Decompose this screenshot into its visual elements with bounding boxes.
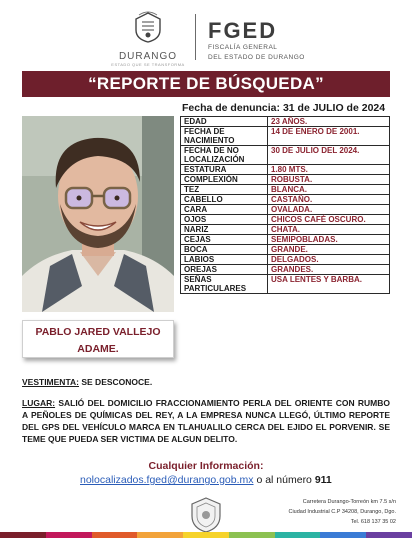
footer-stripe	[0, 532, 46, 538]
address-line2: Ciudad Industrial C.P 34208, Durango, Dgo.	[288, 509, 396, 515]
info-contact	[80, 474, 332, 486]
denuncia-date	[182, 102, 385, 114]
footer-stripe	[275, 532, 321, 538]
address-line1: Carretera Durango-Torreón km 7.5 s/n	[302, 499, 396, 505]
header	[0, 0, 412, 70]
durango-word: DURANGO	[118, 51, 178, 62]
field-row	[181, 225, 390, 235]
field-label: ESTATURA	[181, 165, 268, 175]
field-value: 23 AÑOS.	[268, 117, 390, 127]
field-row	[181, 235, 390, 245]
durango-logo	[108, 10, 188, 66]
field-value: USA LENTES Y BARBA.	[268, 275, 390, 294]
lugar-value: SALIÓ DEL DOMICILIO FRACCIONAMIENTO PERLA DEL ORIENTE CON RUMBO A PEÑOLES DE QUÍMICAS DEL REY, A LA EMPRESA NUNCA LLEGÓ, ÚLTIMO REPORTE DEL GPS DEL VEHÍCULO MARCA EN TLAHUALILO CERCA DEL EJIDO EL PORVENIR. SE TEME QUE PUEDA SER VICTIMA DE ALGUN DELITO.	[22, 398, 390, 444]
durango-emblem-icon	[131, 10, 165, 44]
person-name-box	[22, 320, 174, 358]
field-label: CEJAS	[181, 235, 268, 245]
footer-color-bar	[0, 532, 412, 538]
field-value: GRANDE.	[268, 245, 390, 255]
field-label: BOCA	[181, 245, 268, 255]
field-label: SEÑAS PARTICULARES	[181, 275, 268, 294]
field-value: CHATA.	[268, 225, 390, 235]
footer-stripe	[137, 532, 183, 538]
field-value: CASTAÑO.	[268, 195, 390, 205]
physical-description-table	[180, 116, 390, 294]
lugar-label: LUGAR:	[22, 398, 56, 408]
field-label: LABIOS	[181, 255, 268, 265]
field-label: OREJAS	[181, 265, 268, 275]
field-row	[181, 205, 390, 215]
header-divider	[195, 14, 196, 60]
field-row	[181, 195, 390, 205]
field-label: NARIZ	[181, 225, 268, 235]
field-row	[181, 255, 390, 265]
field-value: CHICOS CAFÉ OSCURO.	[268, 215, 390, 225]
denuncia-label: Fecha de denuncia:	[182, 102, 281, 114]
field-label: FECHA DE NACIMIENTO	[181, 127, 268, 146]
field-label: OJOS	[181, 215, 268, 225]
field-label: EDAD	[181, 117, 268, 127]
denuncia-value: 31 de JULIO de 2024	[282, 102, 386, 114]
field-row	[181, 275, 390, 294]
footer-stripe	[229, 532, 275, 538]
field-row	[181, 215, 390, 225]
field-value: 1.80 MTS.	[268, 165, 390, 175]
field-value: BLANCA.	[268, 185, 390, 195]
lugar	[22, 397, 390, 445]
person-name-line2: ADAME.	[77, 343, 119, 355]
field-row	[181, 146, 390, 165]
report-title: “REPORTE DE BÚSQUEDA”	[22, 71, 390, 97]
field-value: GRANDES.	[268, 265, 390, 275]
field-row	[181, 175, 390, 185]
field-value: ROBUSTA.	[268, 175, 390, 185]
durango-tagline: ESTADO QUE SE TRANSFORMA	[111, 62, 185, 67]
fged-sub-line1: FISCALÍA GENERAL	[208, 44, 278, 51]
field-row	[181, 127, 390, 146]
person-name-line1: PABLO JARED VALLEJO	[35, 326, 161, 338]
field-label: CABELLO	[181, 195, 268, 205]
fged-sub-line2: DEL ESTADO DE DURANGO	[208, 53, 305, 61]
state-seal-icon	[188, 496, 224, 534]
vestimenta-value: SE DESCONOCE.	[81, 377, 153, 387]
address-phone: Tel. 618 137 35 02	[350, 519, 396, 525]
portrait-illustration	[22, 116, 174, 312]
field-row	[181, 185, 390, 195]
person-photo	[22, 116, 174, 312]
fged-word: FGED	[208, 18, 278, 43]
footer-stripe	[92, 532, 138, 538]
info-title: Cualquier Información:	[148, 460, 264, 472]
info-connector: o al número	[256, 474, 312, 486]
footer-stripe	[320, 532, 366, 538]
field-value: OVALADA.	[268, 205, 390, 215]
address-block	[256, 497, 396, 527]
field-row	[181, 265, 390, 275]
field-value: 30 DE JULIO DEL 2024.	[268, 146, 390, 165]
footer-stripe	[366, 532, 412, 538]
field-label: FECHA DE NO LOCALIZACIÓN	[181, 146, 268, 165]
field-row	[181, 165, 390, 175]
vestimenta	[22, 377, 152, 387]
field-label: TEZ	[181, 185, 268, 195]
vestimenta-label: VESTIMENTA:	[22, 377, 79, 387]
field-value: SEMIPOBLADAS.	[268, 235, 390, 245]
field-label: COMPLEXIÓN	[181, 175, 268, 185]
footer-stripe	[46, 532, 92, 538]
field-row	[181, 245, 390, 255]
field-value: DELGADOS.	[268, 255, 390, 265]
emergency-number: 911	[314, 474, 332, 486]
contact-email-link[interactable]: nolocalizados.fged@durango.gob.mx	[80, 474, 254, 486]
field-label: CARA	[181, 205, 268, 215]
footer-stripe	[183, 532, 229, 538]
fged-logo	[208, 20, 328, 61]
field-value: 14 DE ENERO DE 2001.	[268, 127, 390, 146]
field-row	[181, 117, 390, 127]
